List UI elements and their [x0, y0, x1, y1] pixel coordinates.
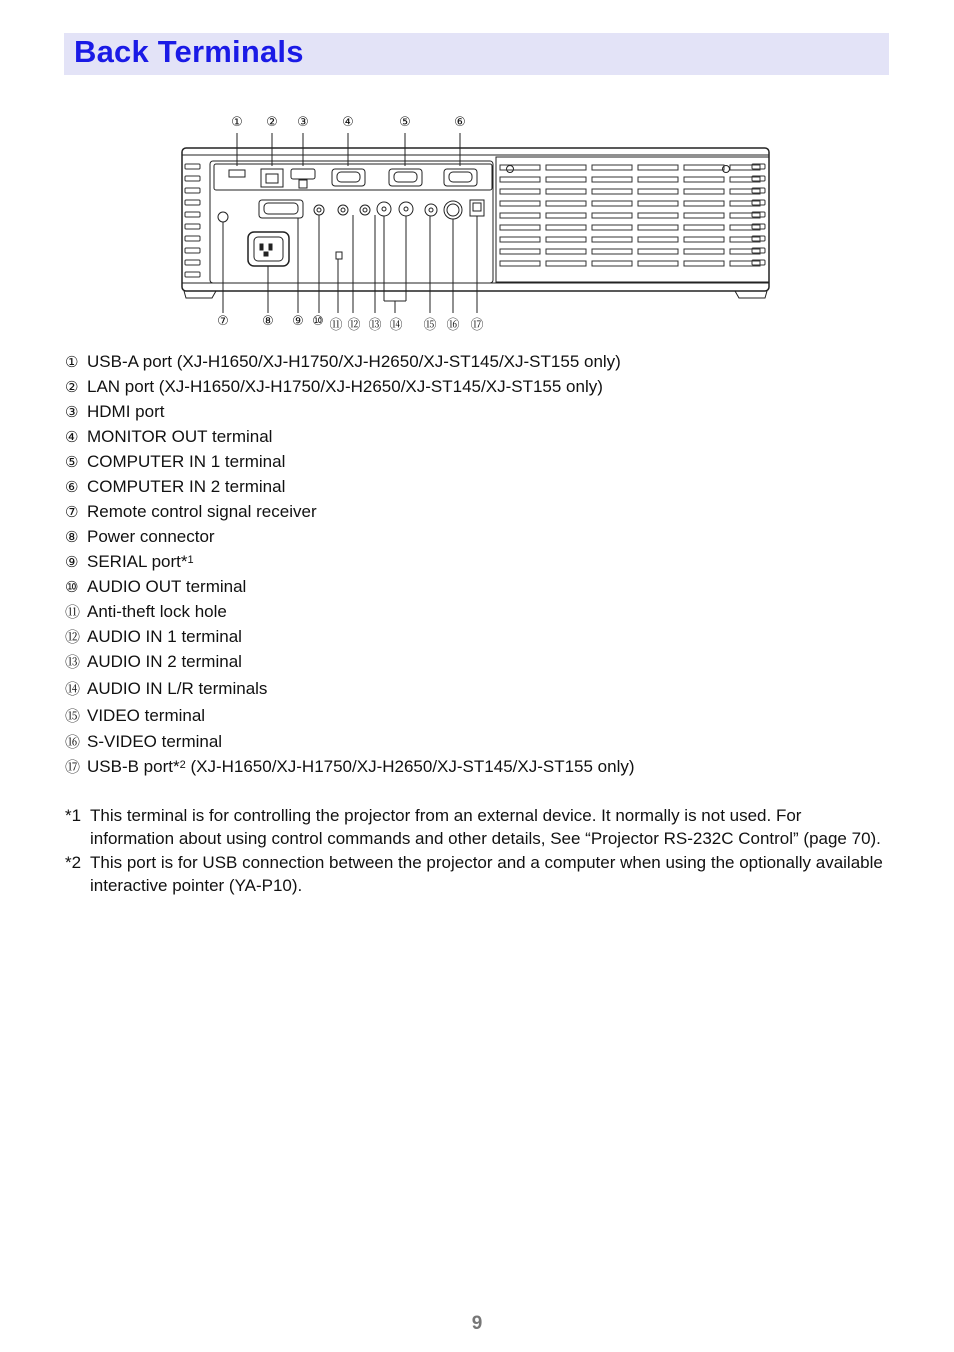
item-text: COMPUTER IN 2 terminal [87, 477, 286, 496]
item-number: ⑪ [65, 603, 81, 621]
list-item [65, 375, 603, 399]
item-number: ② [65, 378, 79, 396]
item-text: USB-B port* [87, 757, 180, 776]
item-text: Remote control signal receiver [87, 502, 317, 521]
item-number: ⑫ [65, 628, 81, 646]
item-number: ⑦ [65, 503, 79, 521]
item-number: ⑭ [65, 680, 81, 698]
list-item [65, 730, 222, 754]
callout-3: ③ [297, 115, 309, 130]
callout-2: ② [266, 115, 278, 130]
item-text: AUDIO IN L/R terminals [87, 679, 268, 698]
footnote-mark: *1 [65, 806, 82, 825]
item-text: MONITOR OUT terminal [87, 427, 273, 446]
item-text-suffix: (XJ-H1650/XJ-H1750/XJ-H2650/XJ-ST145/XJ-ST155 only) [185, 757, 635, 776]
footnote [65, 851, 885, 897]
item-text: COMPUTER IN 1 terminal [87, 452, 286, 471]
item-number: ⑰ [65, 758, 81, 776]
callout-13: ⑬ [368, 318, 382, 333]
callout-12: ⑫ [347, 318, 361, 333]
item-number: ⑧ [65, 528, 79, 546]
footnote-ref: 1 [187, 554, 194, 566]
list-item [65, 625, 242, 649]
footnote [65, 804, 885, 850]
item-text: USB-A port (XJ-H1650/XJ-H1750/XJ-H2650/XJ-ST145/XJ-ST155 only) [87, 352, 621, 371]
list-item [65, 575, 246, 599]
item-number: ⑯ [65, 733, 81, 751]
callout-10: ⑩ [312, 314, 324, 329]
callout-7: ⑦ [217, 314, 229, 329]
item-text: S-VIDEO terminal [87, 732, 223, 751]
projector-drawing [150, 108, 790, 340]
item-number: ⑥ [65, 478, 79, 496]
list-item [65, 704, 205, 728]
callout-17: ⑰ [470, 318, 484, 333]
item-text: SERIAL port* [87, 552, 188, 571]
callout-5: ⑤ [399, 115, 411, 130]
list-item [65, 755, 635, 779]
footnote-text: This terminal is for controlling the projector from an external device. It normally is not used. For information about using control commands and other details, See “Projector RS-232C Control” (page 70). [90, 806, 881, 848]
footnote-ref: 2 [179, 759, 186, 771]
callout-11: ⑪ [329, 318, 343, 333]
item-number: ④ [65, 428, 79, 446]
list-item [65, 475, 285, 499]
item-number: ⑩ [65, 578, 79, 596]
page-title: Back Terminals [74, 34, 304, 69]
callout-1: ① [231, 115, 243, 130]
item-number: ⑨ [65, 553, 79, 571]
item-text: Anti-theft lock hole [87, 602, 227, 621]
item-number: ⑤ [65, 453, 79, 471]
list-item [65, 677, 267, 701]
item-number: ⑮ [65, 707, 81, 725]
list-item [65, 550, 194, 574]
list-item [65, 525, 215, 549]
list-item [65, 400, 164, 424]
item-number: ① [65, 353, 79, 371]
item-text: AUDIO IN 1 terminal [87, 627, 242, 646]
callout-16: ⑯ [446, 318, 460, 333]
callout-15: ⑮ [423, 318, 437, 333]
item-text: AUDIO IN 2 terminal [87, 652, 242, 671]
callout-6: ⑥ [454, 115, 466, 130]
list-item [65, 500, 317, 524]
list-item [65, 425, 272, 449]
callout-9: ⑨ [292, 314, 304, 329]
callout-4: ④ [342, 115, 354, 130]
list-item [65, 600, 227, 624]
page-title-bar [64, 33, 889, 75]
item-text: HDMI port [87, 402, 165, 421]
item-text: Power connector [87, 527, 215, 546]
item-number: ③ [65, 403, 79, 421]
projector-back-illustration [150, 108, 790, 340]
footnote-mark: *2 [65, 853, 82, 872]
item-text: VIDEO terminal [87, 706, 206, 725]
callout-14: ⑭ [389, 318, 403, 333]
footnotes [65, 804, 885, 898]
list-item [65, 350, 621, 374]
list-item [65, 650, 242, 674]
callout-8: ⑧ [262, 314, 274, 329]
list-item [65, 450, 285, 474]
item-text: AUDIO OUT terminal [87, 577, 247, 596]
item-number: ⑬ [65, 653, 81, 671]
page-number: 9 [471, 1313, 483, 1334]
footnote-text: This port is for USB connection between the projector and a computer when using the optionally available interactive pointer (YA-P10). [90, 853, 883, 895]
item-text: LAN port (XJ-H1650/XJ-H1750/XJ-H2650/XJ-ST145/XJ-ST155 only) [87, 377, 603, 396]
